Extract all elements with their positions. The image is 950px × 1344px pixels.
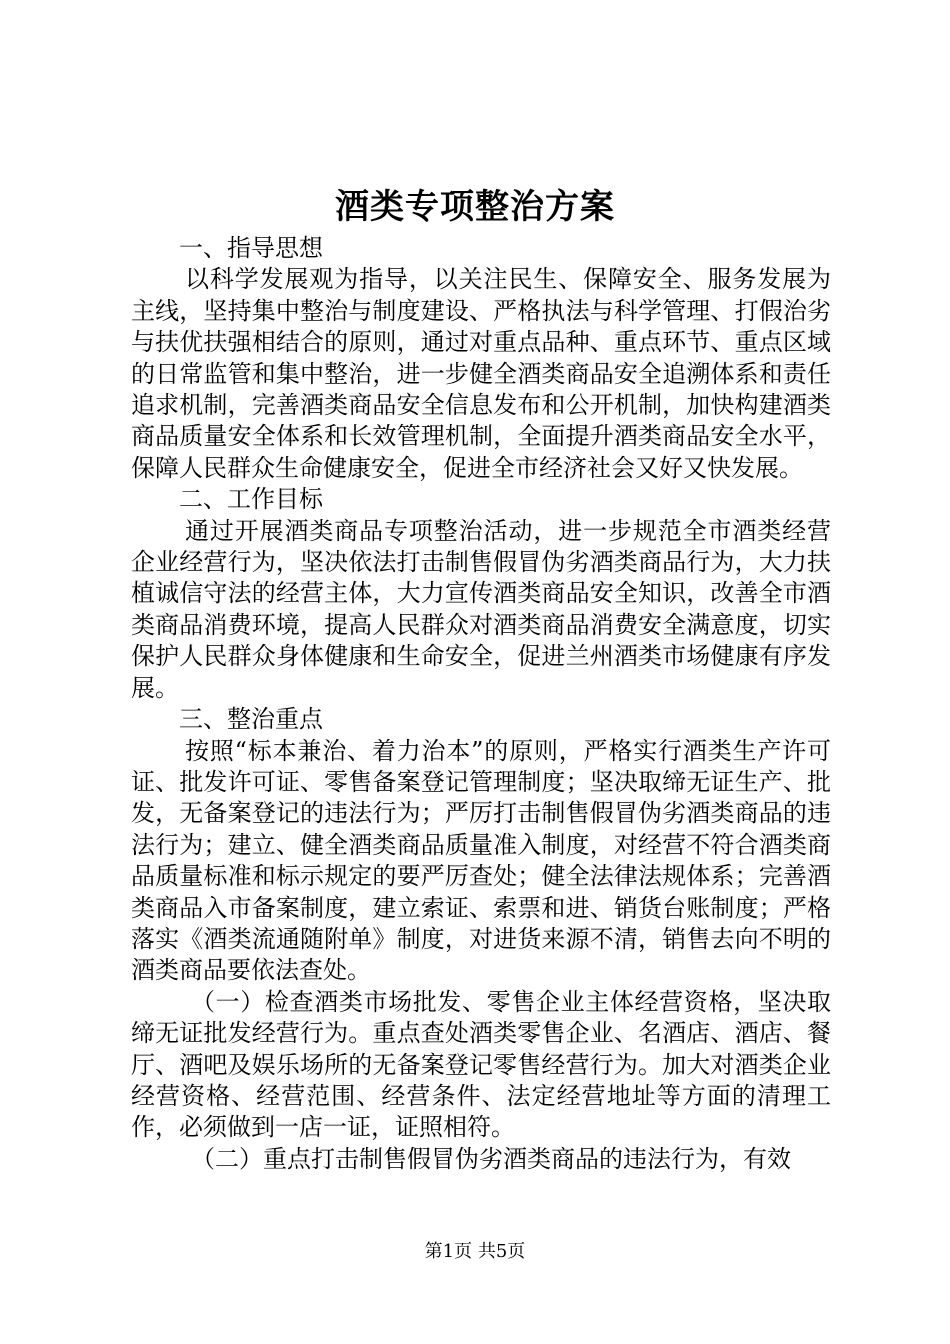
document-title: 酒类专项整治方案 [335,187,615,227]
paragraph-rectification-focus: 按照“标本兼治、着力治本”的原则，严格实行酒类生产许可证、批发许可证、零售备案登记管理制度；坚决取缔无证生产、批发，无备案登记的违法行为；严厉打击制售假冒伪劣酒类商品的违法行为；建立、健全酒类商品质量准入制度，对经营不符合酒类商品质量标准和标示规定的要严厉查处；健全法律法规体系；完善酒类商品入市备案制度，建立索证、索票和进、销货台账制度；严格落实《酒类流通随附单》制度，对进货来源不清，销售去向不明的酒类商品要依法查处。 [131,736,831,985]
subitem-one: （一）检查酒类市场批发、零售企业主体经营资格，坚决取缔无证批发经营行为。重点查处酒类零售企业、名酒店、酒店、餐厅、酒吧及娱乐场所的无备案登记零售经营行为。加大对酒类企业经营资格、经营范围、经营条件、法定经营地址等方面的清理工作，必须做到一店一证，证照相符。 [131,987,831,1142]
page-number-footer: 第1页 共5页 [424,1241,526,1262]
subitem-two: （二）重点打击制售假冒伪劣酒类商品的违法行为，有效 [191,1144,791,1173]
document-body [131,233,831,1175]
section-heading-rectification-focus: 三、整治重点 [179,705,323,734]
section-heading-guiding-ideology: 一、指导思想 [179,234,323,262]
paragraph-work-goals: 通过开展酒类商品专项整治活动，进一步规范全市酒类经营企业经营行为，坚决依法打击制售假冒伪劣酒类商品行为，大力扶植诚信守法的经营主体，大力宣传酒类商品安全知识，改善全市酒类商品消费环境，提高人民群众对酒类商品消费安全满意度，切实保护人民群众身体健康和生命安全，促进兰州酒类市场健康有序发展。 [131,516,831,702]
section-heading-work-goals: 二、工作目标 [179,485,323,514]
paragraph-guiding-ideology: 以科学发展观为指导，以关注民生、保障安全、服务发展为主线，坚持集中整治与制度建设、严格执法与科学管理、打假治劣与扶优扶强相结合的原则，通过对重点品种、重点环节、重点区域的日常监管和集中整治，进一步健全酒类商品安全追溯体系和责任追求机制，完善酒类商品安全信息发布和公开机制，加快构建酒类商品质量安全体系和长效管理机制，全面提升酒类商品安全水平，保障人民群众生命健康安全，促进全市经济社会又好又快发展。 [131,265,831,482]
